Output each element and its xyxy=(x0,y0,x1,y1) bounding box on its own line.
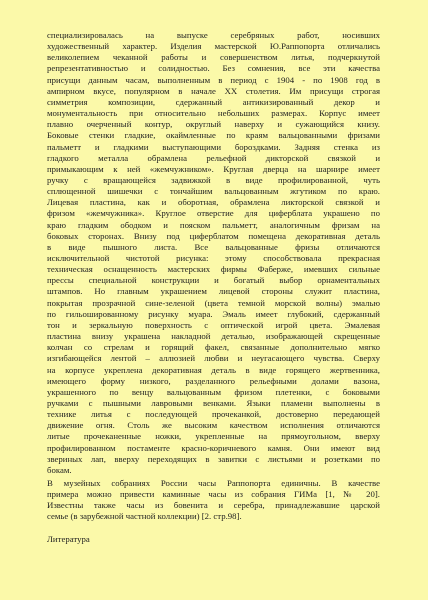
text-line: техническая оснащенность мастерских фирмы Фаберже, имевших сильные xyxy=(47,264,380,275)
text-line: технике литья с последующей прочеканкой, достоверно передающей xyxy=(47,409,380,420)
text-line: в виде пышного листа. Все вальцованные фризы отличаются xyxy=(47,241,380,252)
text-line: фризом «жемчужника». Круглое отверстие для циферблата украшено по xyxy=(47,208,380,219)
text-line: художественный характер. Изделия мастерской Ю.Раппопорта отличались xyxy=(47,41,380,52)
text-line: тон и зеркальную поверхность с оптической игрой цвета. Эмалевая xyxy=(47,319,380,330)
text-line: по гильошированному рисунку муара. Эмаль имеет глубокий, сдержанный xyxy=(47,308,380,319)
text-line: плавно очерченный контур, округлый наверху и сужающийся книзу. xyxy=(47,119,380,130)
text-line: симметрия композиции, сдержанный антикизированный декор и xyxy=(47,96,380,107)
text-line: специализировалась на выпуске серебряных работ, носивших xyxy=(47,30,380,40)
text-line: на корпусе укреплена декоративная деталь в виде горящего жертвенника, xyxy=(47,364,380,375)
text-line: прессы специальной конструкции и богатый выбор орнаментальных xyxy=(47,275,380,286)
text-line: ручками с пышными лавровыми венками. Языки пламени выполнены в xyxy=(47,397,380,408)
text-line: ампирном вкусе, популярном в начале XX столетия. Им присущи строгая xyxy=(47,85,380,96)
text-line: краю гладким ободком и пояском пальметт, аналогичным фризам на xyxy=(47,219,380,230)
text-line: пластина внизу украшена накладной деталью, изображающей скрещенные xyxy=(47,331,380,342)
text-line: В музейных собраниях России часы Раппопорта единичны. В качестве xyxy=(47,478,380,488)
references-heading: Литература xyxy=(47,533,90,544)
text-line: штампов. Но главным украшением лицевой стороны служит пластина, xyxy=(47,286,380,297)
text-line: бокам. xyxy=(47,464,72,475)
text-line: присущи данным часам, выполненным в период с 1904 - по 1908 год в xyxy=(47,74,380,85)
text-line: покрытая прозрачной сине-зеленой (цвета темной морской волны) эмалью xyxy=(47,297,380,308)
text-line: Известны также часы из бовенита и серебра, принадлежавшие царской xyxy=(47,500,380,511)
text-line: гладкого металла обрамлена рельефной дикторской связкой и xyxy=(47,152,380,163)
text-line: профилированном постаменте красно-коричневого камня. Они имеют вид xyxy=(47,442,380,453)
text-line: имеющего форму низкого, разделанного рельефными долами вазона, xyxy=(47,375,380,386)
text-line: исключительной чистотой рисунка: этому способствовала прекрасная xyxy=(47,253,380,263)
text-line: Боковые стенки гладкие, окаймленные по краям вальцованными фризами xyxy=(47,130,380,141)
text-line: литые прочеканенные ножки, укрепленные на прямоугольном, вверху xyxy=(47,431,380,442)
text-line: репрезентативностью и солидностью. Без сомнения, все эти качества xyxy=(47,63,380,74)
text-line: боковых сторонах. Внизу под циферблатом помещена декоративная деталь xyxy=(47,230,380,241)
text-line: колчан со стрелам и горящий факел, связанные дополнительно мягко xyxy=(47,342,380,353)
text-line: Лицевая пластина, как и оборотная, обрамлена ликторской связкой и xyxy=(47,197,380,208)
text-line: сплющенной шишечки с тончайшим вальцованным жгутиком по краю. xyxy=(47,186,380,197)
text-line: примыкающим к ней «жемчужником». Круглая дверца на шарнире имеет xyxy=(47,163,380,174)
text-line: пальметт и гладкими выступающими бороздками. Задняя стенка из xyxy=(47,141,380,152)
text-line: примера можно привести каминные часы из собрания ГИМа [1, № 20]. xyxy=(47,489,380,500)
text-line: украшенного по венцу вальцованным фризом плетенки, с боковыми xyxy=(47,386,380,397)
text-line: изгибающейся лентой – аллюзией любви и неугасающего чувства. Сверху xyxy=(47,353,380,364)
text-line: звериных лап, вверху переходящих в завитки с листьями и розетками по xyxy=(47,453,380,464)
text-line: монументальность при относительно небольших размерах. Корпус имеет xyxy=(47,108,380,119)
text-line: великолепием чеканной работы и совершенством литья, подчеркнутой xyxy=(47,52,380,63)
text-line: движение огня. Столь же высоким качеством исполнения отличаются xyxy=(47,420,380,431)
text-line: ручку с вращающейся задвижкой в виде профилированной, чуть xyxy=(47,174,380,185)
text-line: семье (в зарубежной частной коллекции) [2. стр.98]. xyxy=(47,511,242,522)
